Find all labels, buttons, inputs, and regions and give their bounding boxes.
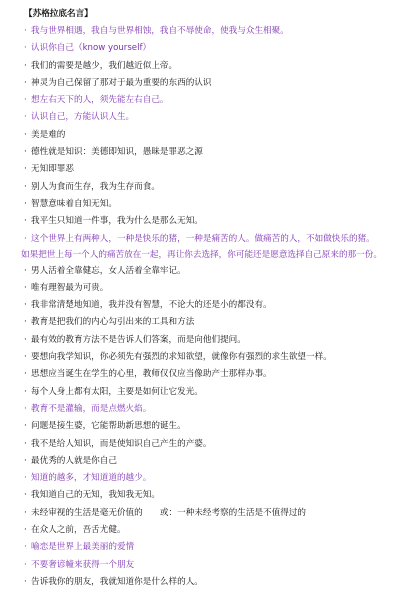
bullet: · [24, 576, 27, 587]
bullet: · [24, 334, 27, 345]
bullet: · [24, 181, 27, 192]
quote-text: 教育不是灌输，而是点燃火焰。 [31, 403, 152, 414]
quote-text: 未经审视的生活是毫无价值的 或：一种未经考察的生活是不值得过的 [31, 507, 307, 518]
bullet: · [24, 300, 27, 311]
quote-line [24, 418, 394, 435]
bullet: · [24, 490, 27, 501]
bullet: · [24, 525, 27, 536]
quote-line [24, 92, 394, 109]
quote-line [24, 75, 394, 92]
quote-text: 不要奢谚幢来获得一个朋友 [31, 559, 135, 570]
quote-line [24, 213, 394, 230]
quote-line [24, 539, 394, 556]
quote-line [24, 401, 394, 418]
bullet: · [24, 317, 27, 328]
bullet: · [24, 77, 27, 88]
bullet: · [24, 265, 27, 276]
bullet: · [24, 112, 27, 123]
quote-line [24, 161, 394, 178]
quote-line [24, 23, 394, 40]
quote-line [24, 40, 394, 57]
bullet: · [24, 352, 27, 363]
quote-line [24, 196, 394, 213]
quote-line [24, 109, 394, 126]
quote-text: 德性就是知识：美德即知识，愚昧是罪恶之源 [31, 147, 203, 158]
quote-line [24, 314, 394, 331]
bullet: · [24, 369, 27, 380]
quote-text: 问题是接生婆，它能帮助新思想的诞生。 [31, 421, 186, 432]
quote-text: 认识自己，方能认识人生。 [31, 112, 135, 123]
bullet: · [24, 233, 27, 244]
quote-text: 我不是给人知识，而是使知识自己产生的产婆。 [31, 438, 212, 449]
bullet: · [24, 216, 27, 227]
bullet: · [24, 507, 27, 518]
bullet: · [24, 559, 27, 570]
quote-line [24, 522, 394, 539]
quote-text: 最有效的教育方法不是告诉人们答案，而是向他们提问。 [31, 334, 246, 345]
quote-line [24, 349, 394, 366]
bullet: · [24, 403, 27, 414]
quote-paragraph-pigs [24, 231, 394, 247]
quote-line [24, 436, 394, 453]
bullet: · [24, 60, 27, 71]
bullet: · [24, 43, 27, 54]
quote-line [24, 179, 394, 196]
quote-text: 我知道自己的无知，我知我无知。 [31, 490, 160, 501]
quote-text: 认识你自己（know yourself） [31, 43, 152, 54]
quote-list-1 [24, 23, 394, 231]
quote-text: 知道的越多，才知道道的越少。 [31, 473, 152, 484]
bullet: · [24, 438, 27, 449]
quote-text: 我非常清楚地知道，我并没有智慧，不论大的还是小的都没有。 [31, 300, 272, 311]
quote-line [24, 366, 394, 383]
quote-text: 教育是把我们的内心勾引出来的工具和方法 [31, 317, 195, 328]
quote-text: 男人活着全靠健忘，女人活着全靠牢记。 [31, 265, 186, 276]
quote-line [24, 332, 394, 349]
quote-line [24, 453, 394, 470]
quote-text: 别人为食而生存，我为生存而食。 [31, 181, 160, 192]
bullet: · [24, 473, 27, 484]
quote-text: 要想向我学知识，你必须先有强烈的求知欲望，就像你有强烈的求生欲望一样。 [31, 352, 332, 363]
quote-line [24, 58, 394, 75]
quote-text: 美是难的 [31, 129, 66, 140]
quote-line [24, 280, 394, 297]
quote-paragraph-suffering [21, 247, 394, 263]
quote-text: 每个人身上都有太阳，主要是如何让它发光。 [31, 386, 203, 397]
bullet: · [24, 129, 27, 140]
quote-line [24, 487, 394, 504]
quote-text: 唯有理智最为可贵。 [31, 282, 109, 293]
bullet: · [24, 421, 27, 432]
quote-line [24, 263, 394, 280]
quote-text: 我与世界相遇，我自与世界相蚀，我自不辱使命，使我与众生相聚。 [31, 26, 289, 36]
bullet: · [24, 386, 27, 397]
bullet: · [24, 542, 27, 553]
quote-line [24, 470, 394, 487]
quote-line [24, 574, 394, 591]
quote-list-2 [24, 263, 394, 592]
quote-text: 这个世界上有两种人，一种是快乐的猪，一种是痛苦的人。做痛苦的人，不如做快乐的猪。 [31, 233, 375, 244]
bullet: · [24, 147, 27, 158]
bullet: · [24, 282, 27, 293]
quote-line [24, 384, 394, 401]
quote-text: 在众人之前，吾舌尤健。 [31, 525, 126, 536]
quote-text: 神灵为自己保留了那对于最为重要的东西的认识 [31, 77, 212, 88]
quote-text: 告诉我你的朋友，我就知道你是什么样的人。 [31, 576, 203, 587]
bullet: · [24, 198, 27, 209]
bullet: · [24, 164, 27, 175]
quotes-document [21, 6, 394, 591]
quote-text: 思想应当诞生在学生的心里，教师仅仅应当像助产士那样办事。 [31, 369, 272, 380]
quote-text: 想左右天下的人，须先能左右自己。 [31, 95, 169, 106]
quote-text: 如果把世上每一个人的痛苦放在一起，再让你去选择，你可能还是愿意选择自己原来的那一份。 [21, 249, 382, 260]
bullet: · [24, 455, 27, 466]
quote-line [24, 127, 394, 144]
bullet: · [24, 95, 27, 106]
document-title: 【苏格拉底名言】 [24, 9, 93, 19]
quote-line [24, 557, 394, 574]
quote-text: 我平生只知道一件事，我为什么是那么无知。 [31, 216, 203, 227]
quote-line [24, 297, 394, 314]
quote-text: 无知即罪恶 [31, 164, 74, 175]
quote-text: 喻恋是世界上最美丽的爱情 [31, 542, 135, 553]
quote-text: 最优秀的人就是你自己 [31, 455, 117, 466]
quote-line [24, 505, 394, 522]
bullet: · [24, 26, 27, 36]
quote-text: 我们的需要是越少，我们越近似上帝。 [31, 60, 178, 71]
quote-line [24, 144, 394, 161]
quote-text: 智慧意味着自知无知。 [31, 198, 117, 209]
